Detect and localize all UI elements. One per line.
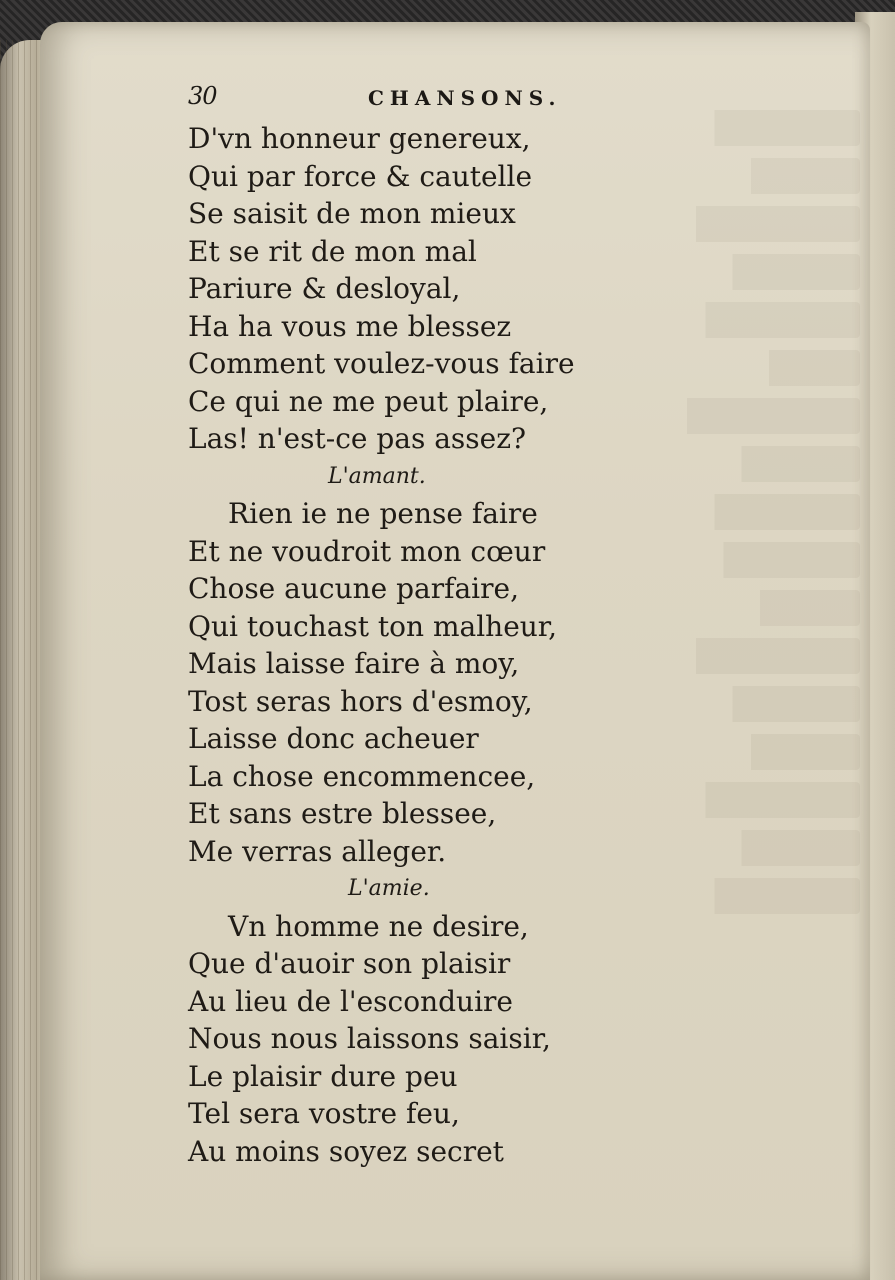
verse-line: Vn homme ne desire, — [228, 909, 529, 943]
verse-line: Rien ie ne pense faire — [228, 497, 538, 530]
verse-line: Et sans estre blessee, — [188, 797, 497, 830]
verse-line: Qui par force & cautelle — [188, 159, 533, 193]
verse-line: La chose encommencee, — [188, 759, 536, 793]
verse-line: Nous nous laissons saisir, — [188, 1022, 551, 1055]
verse-line: Et ne voudroit mon cœur — [188, 534, 546, 568]
page-header — [180, 82, 600, 118]
verse-line: Chose aucune parfaire, — [188, 572, 519, 605]
verse-line: Las! n'est-ce pas assez? — [188, 422, 526, 455]
page-number: 30 — [188, 82, 217, 110]
speaker-label-amant: L'amant. — [328, 463, 426, 489]
verse-line: Au lieu de l'esconduire — [188, 984, 513, 1018]
verse-line: D'vn honneur genereux, — [188, 122, 531, 155]
verse-line: Me verras alleger. — [188, 834, 447, 868]
speaker-label-amie: L'amie. — [348, 876, 430, 901]
verse-line: Laisse donc acheuer — [188, 722, 479, 755]
verse-line: Qui touchast ton malheur, — [188, 609, 558, 643]
verse-line: Et se rit de mon mal — [188, 234, 477, 268]
verse-line: Se saisit de mon mieux — [188, 197, 516, 230]
verse-line: Au moins soyez secret — [188, 1134, 504, 1168]
verse-line: Mais laisse faire à moy, — [188, 647, 520, 680]
verse-line: Ce qui ne me peut plaire, — [188, 384, 549, 418]
running-title: CHANSONS. — [368, 86, 562, 110]
verse-line: Que d'auoir son plaisir — [188, 947, 511, 980]
verse-line: Comment voulez-vous faire — [188, 347, 575, 380]
verse-line: Tost seras hors d'esmoy, — [188, 684, 533, 718]
verse-line: Pariure & desloyal, — [188, 272, 461, 305]
verse-line: Le plaisir dure peu — [188, 1059, 458, 1093]
poem-text — [188, 120, 608, 1170]
verse-line: Ha ha vous me blessez — [188, 309, 512, 343]
verse-line: Tel sera vostre feu, — [188, 1097, 460, 1130]
